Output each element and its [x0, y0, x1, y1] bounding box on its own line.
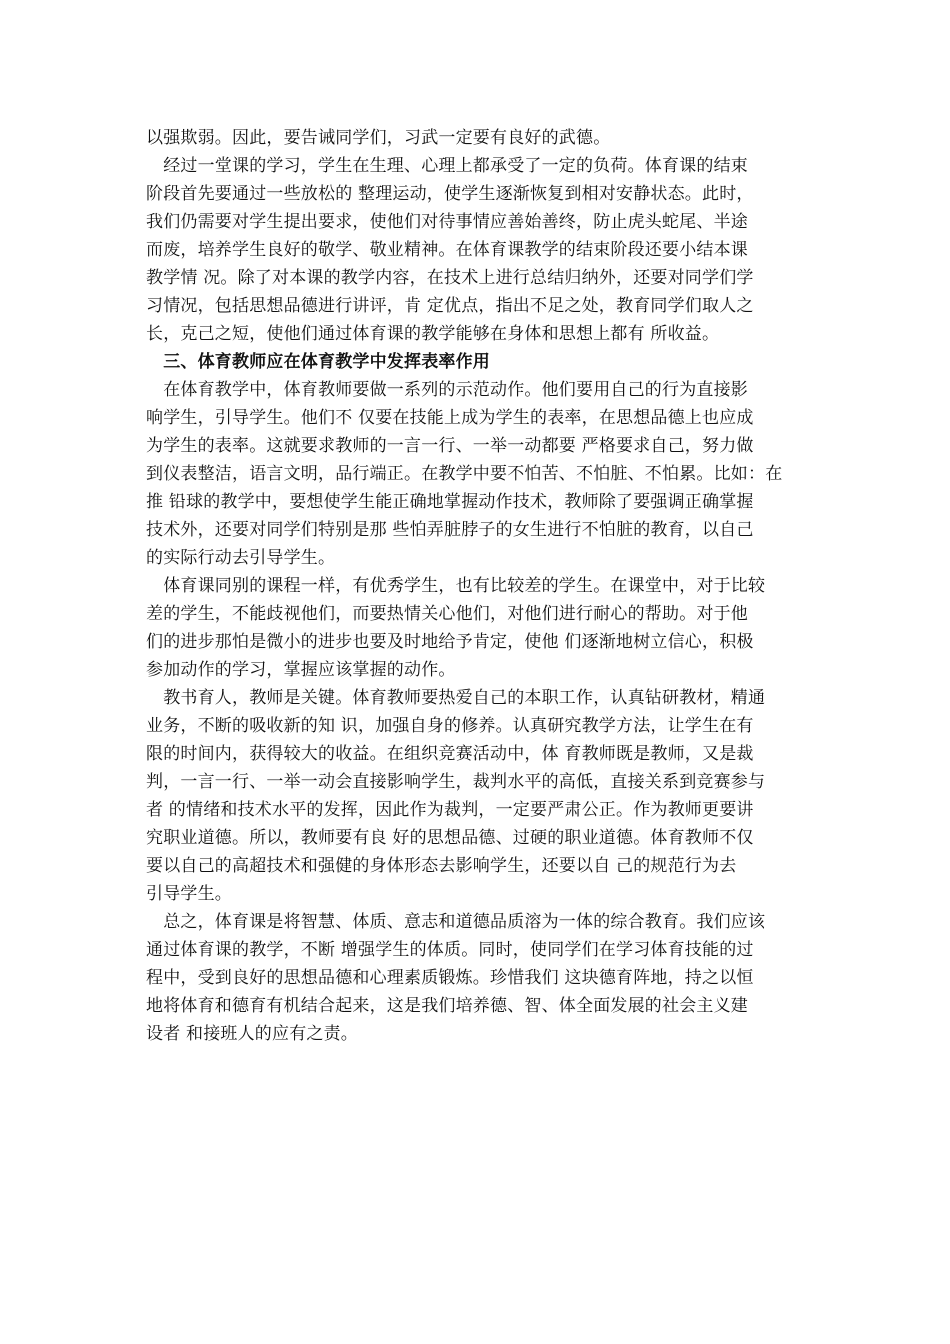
text-line: 技术外，还要对同学们特别是那 些怕弄脏脖子的女生进行不怕脏的教育，以自己	[146, 520, 754, 540]
text-line: 引导学生。	[146, 884, 232, 904]
text-line: 经过一堂课的学习，学生在生理、心理上都承受了一定的负荷。体育课的结束	[146, 156, 748, 176]
text-line: 总之，体育课是将智慧、体质、意志和道德品质溶为一体的综合教育。我们应该	[146, 912, 766, 932]
text-line: 者 的情绪和技术水平的发挥，因此作为裁判，一定要严肃公正。作为教师更要讲	[146, 800, 754, 820]
text-line: 教学情 况。除了对本课的教学内容，在技术上进行总结归纳外，还要对同学们学	[146, 268, 754, 288]
text-line: 体育课同别的课程一样，有优秀学生，也有比较差的学生。在课堂中，对于比较	[146, 576, 766, 596]
text-line: 要以自己的高超技术和强健的身体形态去影响学生，还要以自 己的规范行为去	[146, 856, 737, 876]
section-heading: 三、体育教师应在体育教学中发挥表率作用	[146, 352, 490, 372]
text-line: 们的进步那怕是微小的进步也要及时地给予肯定，使他 们逐渐地树立信心，积极	[146, 632, 754, 652]
text-line: 判，一言一行、一举一动会直接影响学生，裁判水平的高低，直接关系到竞赛参与	[146, 772, 766, 792]
text-line: 习情况，包括思想品德进行讲评，肯 定优点，指出不足之处，教育同学们取人之	[146, 296, 754, 316]
text-line: 推 铅球的教学中，要想使学生能正确地掌握动作技术，教师除了要强调正确掌握	[146, 492, 754, 512]
text-line: 业务，不断的吸收新的知 识，加强自身的修养。认真研究教学方法，让学生在有	[146, 716, 754, 736]
text-line: 通过体育课的教学，不断 增强学生的体质。同时，使同学们在学习体育技能的过	[146, 940, 754, 960]
text-line: 究职业道德。所以，教师要有良 好的思想品德、过硬的职业道德。体育教师不仅	[146, 828, 754, 848]
text-line: 为学生的表率。这就要求教师的一言一行、一举一动都要 严格要求自己，努力做	[146, 436, 754, 456]
text-line: 而废，培养学生良好的敬学、敬业精神。在体育课教学的结束阶段还要小结本课	[146, 240, 748, 260]
text-line: 我们仍需要对学生提出要求，使他们对待事情应善始善终，防止虎头蛇尾、半途	[146, 212, 748, 232]
text-line: 到仪表整洁，语言文明，品行端正。在教学中要不怕苦、不怕脏、不怕累。比如：在	[146, 464, 783, 484]
text-line: 长，克己之短，使他们通过体育课的教学能够在身体和思想上都有 所收益。	[146, 324, 720, 344]
text-line: 阶段首先要通过一些放松的 整理运动，使学生逐渐恢复到相对安静状态。此时，	[146, 184, 754, 204]
text-line: 差的学生，不能歧视他们，而要热情关心他们，对他们进行耐心的帮助。对于他	[146, 604, 748, 624]
text-line: 以强欺弱。因此，要告诫同学们，习武一定要有良好的武德。	[146, 128, 611, 148]
text-line: 地将体育和德育有机结合起来，这是我们培养德、智、体全面发展的社会主义建	[146, 996, 748, 1016]
text-line: 程中，受到良好的思想品德和心理素质锻炼。珍惜我们 这块德育阵地，持之以恒	[146, 968, 754, 988]
text-line: 设者 和接班人的应有之责。	[146, 1024, 359, 1044]
text-line: 的实际行动去引导学生。	[146, 548, 336, 568]
text-line: 响学生，引导学生。他们不 仅要在技能上成为学生的表率，在思想品德上也应成	[146, 408, 754, 428]
text-line: 在体育教学中，体育教师要做一系列的示范动作。他们要用自己的行为直接影	[146, 380, 748, 400]
document-page	[146, 124, 810, 1048]
text-line: 教书育人，教师是关键。体育教师要热爱自己的本职工作，认真钻研教材，精通	[146, 688, 766, 708]
text-line: 参加动作的学习，掌握应该掌握的动作。	[146, 660, 456, 680]
text-line: 限的时间内，获得较大的收益。在组织竞赛活动中，体 育教师既是教师，又是裁	[146, 744, 754, 764]
